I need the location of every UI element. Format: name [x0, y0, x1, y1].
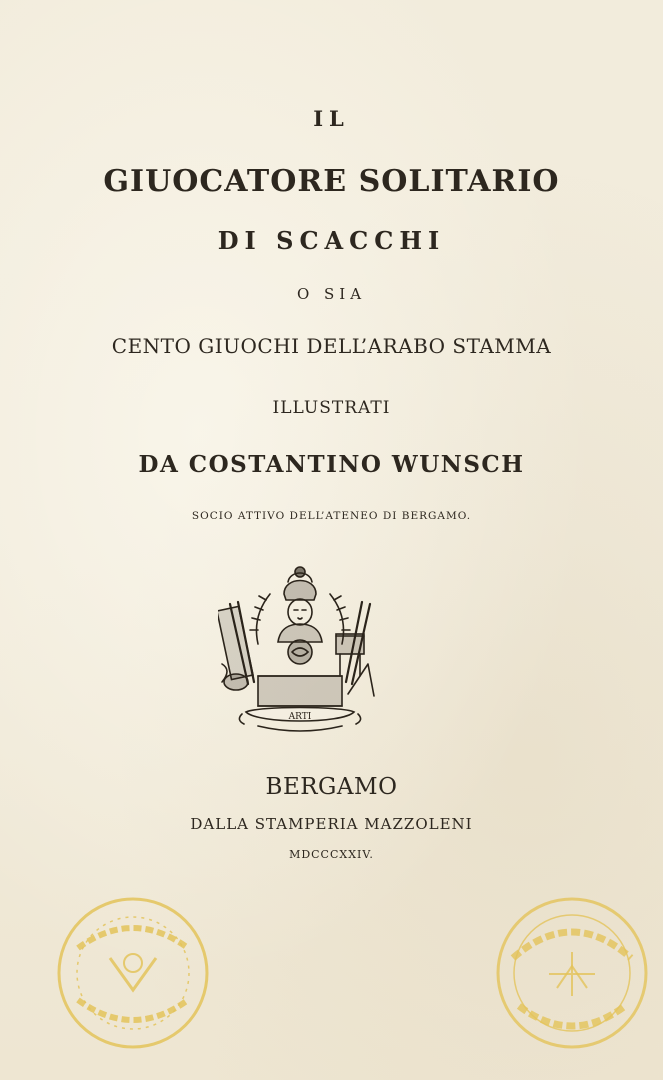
- library-stamp-left-icon: [48, 888, 218, 1058]
- subtitle-di-scacchi: DI SCACCHI: [217, 226, 446, 255]
- imprint-printer: DALLA STAMPERIA MAZZOLENI: [190, 815, 473, 833]
- author-affiliation: SOCIO ATTIVO DELL’ATENEO DI BERGAMO.: [191, 510, 472, 522]
- subtitle-illustrati: ILLUSTRATI: [272, 398, 391, 418]
- author-line: DA COSTANTINO WUNSCH: [138, 451, 525, 478]
- library-stamp-right-icon: [487, 888, 657, 1058]
- subtitle-cento-giuochi: CENTO GIUOCHI DELL’ARABO STAMMA: [111, 334, 552, 358]
- imprint-year: MDCCCXXIV.: [289, 848, 374, 861]
- title-prefix: IL: [313, 106, 350, 131]
- minerva-vignette-icon: [218, 564, 382, 734]
- subtitle-o-sia: O SIA: [296, 285, 367, 303]
- main-title: GIUOCATORE SOLITARIO: [103, 164, 560, 199]
- vignette-label: ARTI: [288, 712, 312, 722]
- imprint-place: BERGAMO: [265, 774, 398, 800]
